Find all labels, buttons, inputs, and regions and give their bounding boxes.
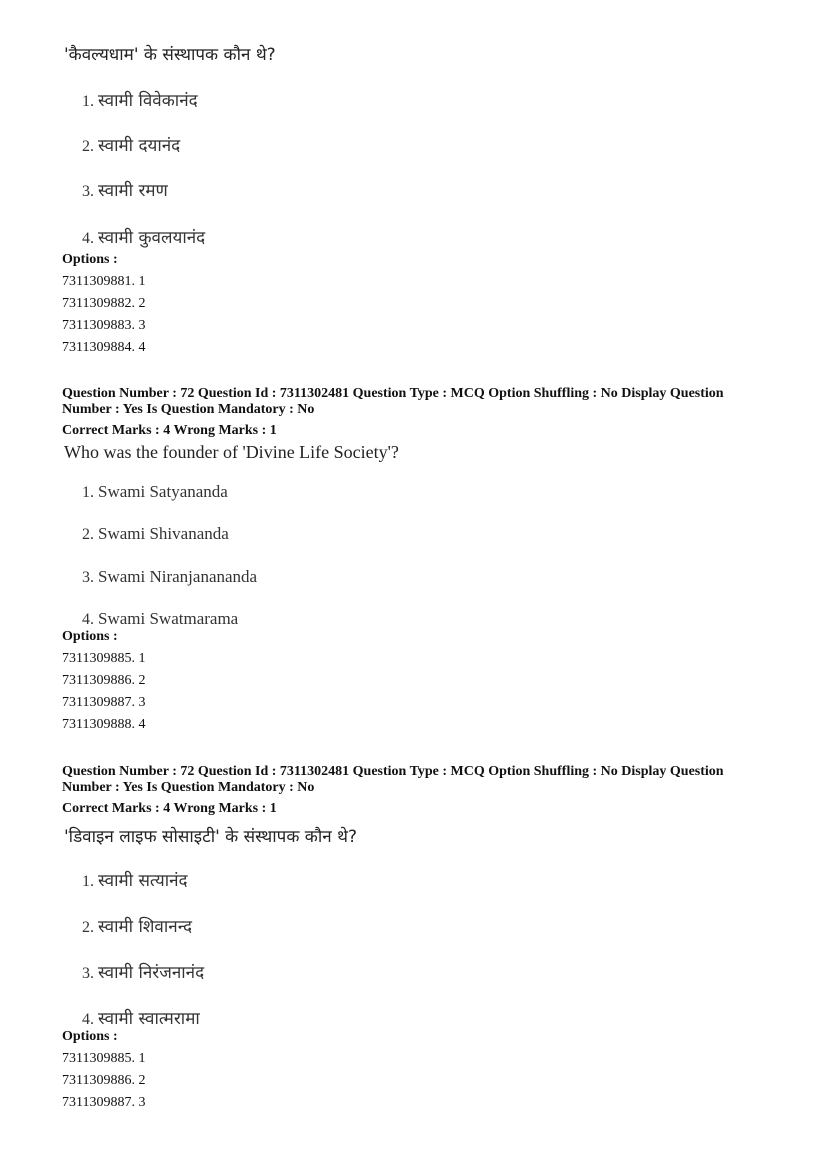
option-id: 7311309887. 3 [62, 1095, 146, 1110]
option-id: 7311309888. 4 [62, 717, 146, 732]
choice-3 [82, 960, 204, 983]
choice-4 [82, 1006, 200, 1029]
choice-1 [82, 482, 228, 502]
option-id: 7311309886. 2 [62, 673, 146, 688]
choice-1 [82, 868, 188, 891]
question-meta [62, 764, 762, 796]
choice-2 [82, 914, 192, 937]
choice-text: स्वामी विवेकानंद [98, 91, 198, 111]
choice-text: Swami Shivananda [98, 524, 229, 543]
option-id: 7311309885. 1 [62, 651, 146, 666]
choice-2 [82, 524, 229, 544]
question-meta [62, 386, 762, 418]
option-id: 7311309883. 3 [62, 318, 146, 333]
question-text-hindi-2: 'डिवाइन लाइफ सोसाइटी' के संस्थापक कौन थे? [64, 827, 357, 847]
meta-line-1: Question Number : 72 Question Id : 7311302481 Question Type : MCQ Option Shuffling : No Display Question [62, 386, 724, 401]
marks-line: Correct Marks : 4 Wrong Marks : 1 [62, 801, 277, 816]
marks-line: Correct Marks : 4 Wrong Marks : 1 [62, 423, 277, 438]
choice-number: 2. [82, 526, 94, 543]
options-label: Options : [62, 252, 118, 267]
choice-4 [82, 225, 205, 248]
options-label: Options : [62, 1029, 118, 1044]
option-id: 7311309887. 3 [62, 695, 146, 710]
choice-number: 3. [82, 183, 94, 200]
choice-text: स्वामी स्वात्मरामा [98, 1009, 200, 1029]
choice-text: स्वामी रमण [98, 181, 168, 201]
option-id: 7311309882. 2 [62, 296, 146, 311]
choice-number: 4. [82, 1011, 94, 1028]
choice-2 [82, 133, 180, 156]
option-id: 7311309884. 4 [62, 340, 146, 355]
option-id: 7311309886. 2 [62, 1073, 146, 1088]
option-id: 7311309885. 1 [62, 1051, 146, 1066]
choice-text: स्वामी शिवानन्द [98, 917, 192, 937]
meta-line-2: Number : Yes Is Question Mandatory : No [62, 402, 315, 417]
choice-number: 1. [82, 93, 94, 110]
options-label: Options : [62, 629, 118, 644]
meta-line-1: Question Number : 72 Question Id : 7311302481 Question Type : MCQ Option Shuffling : No Display Question [62, 764, 724, 779]
choice-text: स्वामी दयानंद [98, 136, 181, 156]
question-text-hindi-1: 'कैवल्यधाम' के संस्थापक कौन थे? [64, 45, 276, 65]
choice-text: Swami Satyananda [98, 482, 228, 501]
choice-number: 4. [82, 230, 94, 247]
choice-text: स्वामी कुवलयानंद [98, 228, 206, 248]
choice-number: 3. [82, 569, 94, 586]
choice-3 [82, 567, 257, 587]
choice-4 [82, 609, 238, 629]
choice-number: 1. [82, 484, 94, 501]
choice-text: Swami Swatmarama [98, 609, 239, 628]
question-text-english: Who was the founder of 'Divine Life Society'? [64, 442, 399, 462]
choice-number: 1. [82, 873, 94, 890]
choice-number: 3. [82, 965, 94, 982]
option-id: 7311309881. 1 [62, 274, 146, 289]
choice-number: 4. [82, 611, 94, 628]
choice-number: 2. [82, 138, 94, 155]
choice-text: स्वामी सत्यानंद [98, 871, 188, 891]
meta-line-2: Number : Yes Is Question Mandatory : No [62, 780, 315, 795]
choice-1 [82, 88, 198, 111]
choice-text: स्वामी निरंजनानंद [98, 963, 205, 983]
choice-number: 2. [82, 919, 94, 936]
choice-text: Swami Niranjanananda [98, 567, 258, 586]
choice-3 [82, 178, 168, 201]
